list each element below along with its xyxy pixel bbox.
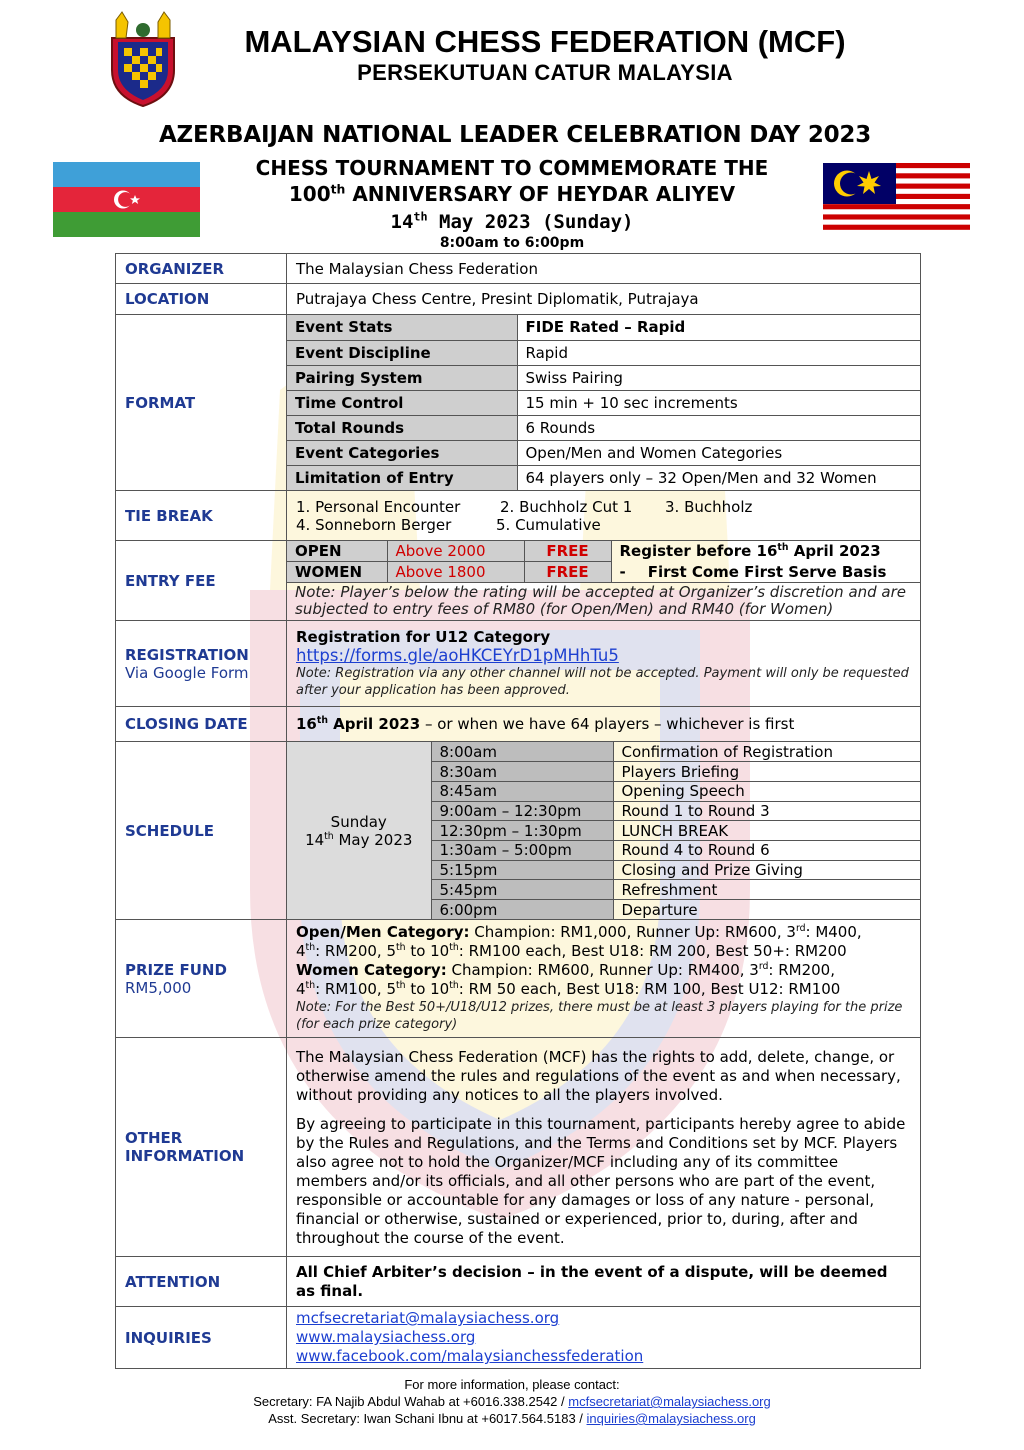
inquiries-row — [116, 1307, 921, 1369]
prize-fund-note: Note: For the Best 50+/U18/U12 prizes, there must be at least 3 players playing for the prize (for each prize category) — [296, 1000, 903, 1033]
entry-fee-open: OPEN Above 2000 FREE Register before 16th April 2023 — [287, 541, 920, 562]
attention-row — [116, 1257, 921, 1307]
footer-contact: For more information, please contact: Secretary: FA Najib Abdul Wahab at +6016.338.2542 / mcfsecretariat@malaysiachess.org Asst. Secretary: Iwan Schani Ibnu at +6017.564.5183 / inquiries@malaysiachess.org — [253, 1377, 771, 1426]
event-subtitle-line2: 100th ANNIVERSARY OF HEYDAR ALIYEV — [288, 181, 736, 206]
format-row-item: Limitation of Entry 64 players only – 32 Open/Men and 32 Women — [287, 465, 920, 490]
other-info-label: OTHER INFORMATION — [116, 1038, 287, 1257]
entry-fee-row — [116, 541, 921, 621]
event-title: AZERBAIJAN NATIONAL LEADER CELEBRATION DAY 2023 — [158, 122, 872, 148]
tie-break-value: 1. Personal Encounter 2. Buchholz Cut 1 3. Buchholz 4. Sonneborn Berger 5. Cumulative — [287, 491, 921, 541]
schedule-item: 5:15pm Closing and Prize Giving — [287, 860, 920, 880]
federation-subtitle: PERSEKUTUAN CATUR MALAYSIA — [357, 60, 733, 85]
organizer-value: The Malaysian Chess Federation — [287, 254, 921, 284]
schedule-item: 12:30pm – 1:30pm LUNCH BREAK — [287, 821, 920, 841]
registration-heading: Registration for U12 Category — [296, 628, 551, 646]
registration-note: Note: Registration via any other channel will not be accepted. Payment will only be requested after your application has been approved. — [296, 666, 909, 698]
prize-fund-row — [116, 920, 921, 1038]
location-label: LOCATION — [116, 284, 287, 315]
inquiries-label: INQUIRIES — [116, 1307, 287, 1369]
entry-fee-table — [287, 541, 920, 620]
schedule-item: Sunday 14th May 2023 8:00am Confirmation of Registration — [287, 742, 920, 762]
format-row-item: Event Discipline Rapid — [287, 340, 920, 365]
attention-label: ATTENTION — [116, 1257, 287, 1307]
format-row — [116, 315, 921, 491]
event-date: 14th May 2023 (Sunday) — [390, 209, 634, 233]
schedule-item: 9:00am – 12:30pm Round 1 to Round 3 — [287, 801, 920, 821]
format-label: FORMAT — [116, 315, 287, 491]
entry-fee-note: Note: Player’s below the rating will be accepted at Organizer’s discretion and are subjected to entry fees of RM80 (for Open/Men) and RM40 (for Women) — [287, 583, 920, 621]
other-info-paragraph: The Malaysian Chess Federation (MCF) has the rights to add, delete, change, or otherwise amend the rules and regulations of the event as and when necessary, without providing any notices to all the players involved. — [296, 1048, 901, 1105]
entry-fee-label: ENTRY FEE — [116, 541, 287, 621]
closing-date-row — [116, 707, 921, 742]
format-row-item: Total Rounds 6 Rounds — [287, 415, 920, 440]
tie-break-label: TIE BREAK — [116, 491, 287, 541]
tournament-details-table — [115, 253, 921, 1369]
other-info-paragraph: By agreeing to participate in this tournament, participants hereby agree to abide by the Rules and Regulations, and the Terms and Conditions set by MCF. Players also agree not to hold the Organizer/MCF including any of its committee members and/or its officials, and all other persons who are part of the event, responsible or accountable for any damages or loss of any nature - personal, financial or otherwise, sustained or experienced, prior to, during, after and throughout the course of the event. — [296, 1115, 906, 1248]
format-row-item: Event Stats FIDE Rated – Rapid — [287, 315, 920, 340]
entry-fee-women: WOMEN Above 1800 FREE - First Come First Serve Basis — [287, 562, 920, 583]
schedule-day: Sunday 14th May 2023 — [287, 742, 431, 919]
registration-value — [287, 621, 921, 707]
asst-email-link[interactable]: inquiries@malaysiachess.org — [586, 1411, 756, 1426]
email-link[interactable]: mcfsecretariat@malaysiachess.org — [296, 1309, 560, 1328]
schedule-item: 5:45pm Refreshment — [287, 880, 920, 900]
registration-label: REGISTRATION Via Google Form — [116, 621, 287, 707]
location-value: Putrajaya Chess Centre, Presint Diplomatik, Putrajaya — [287, 284, 921, 315]
closing-date-value: 16th April 2023 – or when we have 64 players – whichever is first — [287, 707, 921, 742]
secretary-email-link[interactable]: mcfsecretariat@malaysiachess.org — [568, 1394, 771, 1409]
closing-date-label: CLOSING DATE — [116, 707, 287, 742]
schedule-item: 1:30am – 5:00pm Round 4 to Round 6 — [287, 840, 920, 860]
facebook-link[interactable]: www.facebook.com/malaysianchessfederation — [296, 1347, 644, 1366]
format-row-item: Event Categories Open/Men and Women Categories — [287, 440, 920, 465]
schedule-item: 8:30am Players Briefing — [287, 762, 920, 782]
schedule-item: 8:45am Opening Speech — [287, 781, 920, 801]
prize-fund-value: Open/Men Category: Champion: RM1,000, Runner Up: RM600, 3rd: M400, 4th: RM200, 5th to 10th: RM100 each, Best U18: RM 200, Best 50+: RM200 Women Category: Champion: RM600, Runner Up: RM400, 3rd: RM200, 4th: RM100, 5th to 10th: RM 50 each, Best U18: RM 100, Best U12: RM100 Note: For the Best 50+/U18/U12 prizes, there must be at least 3 players playing for the prize (for each prize category) — [287, 920, 921, 1038]
other-info-value — [287, 1038, 921, 1257]
schedule-row — [116, 742, 921, 920]
event-time: 8:00am to 6:00pm — [439, 235, 585, 251]
format-row-item: Pairing System Swiss Pairing — [287, 365, 920, 390]
website-link[interactable]: www.malaysiachess.org — [296, 1328, 476, 1347]
azerbaijan-flag — [53, 162, 200, 237]
format-table — [287, 315, 920, 490]
format-row-item: Time Control 15 min + 10 sec increments — [287, 390, 920, 415]
organizer-label: ORGANIZER — [116, 254, 287, 284]
schedule-table — [287, 742, 920, 919]
federation-title: MALAYSIAN CHESS FEDERATION (MCF) — [244, 24, 846, 59]
malaysia-flag — [823, 163, 970, 235]
registration-link[interactable]: https://forms.gle/aoHKCEYrD1pMHhTu5 — [296, 646, 619, 665]
mcf-logo — [108, 8, 178, 108]
registration-row — [116, 621, 921, 707]
inquiries-value — [287, 1307, 921, 1369]
schedule-label: SCHEDULE — [116, 742, 287, 920]
event-subtitle-line1: CHESS TOURNAMENT TO COMMEMORATE THE — [255, 156, 769, 180]
prize-fund-label: PRIZE FUND RM5,000 — [116, 920, 287, 1038]
tie-break-row — [116, 491, 921, 541]
schedule-item: 6:00pm Departure — [287, 900, 920, 920]
attention-value: All Chief Arbiter’s decision – in the event of a dispute, will be deemed as final. — [287, 1257, 921, 1307]
location-row — [116, 284, 921, 315]
other-info-row — [116, 1038, 921, 1257]
organizer-row — [116, 254, 921, 284]
